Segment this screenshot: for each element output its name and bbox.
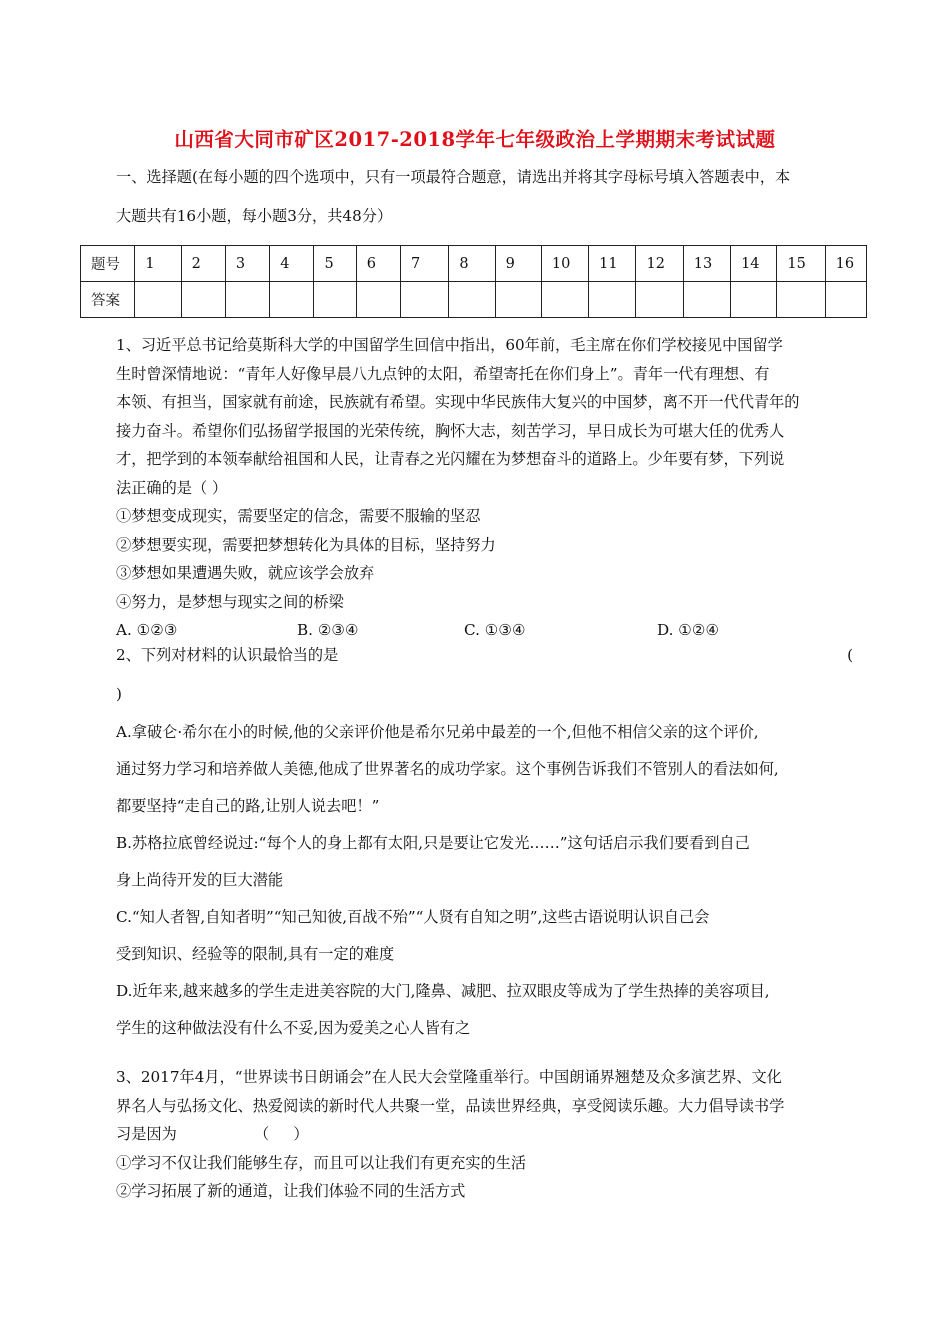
question-1-statement: ①梦想变成现实，需要坚定的信念，需要不服输的坚忍 — [116, 507, 481, 525]
answer-cell[interactable] — [401, 282, 449, 318]
answer-cell[interactable] — [589, 282, 636, 318]
answer-table-number-row — [81, 246, 867, 282]
answer-cell[interactable] — [495, 282, 541, 318]
question-3 — [116, 1063, 851, 1206]
question-3-line: 习是因为 （ ） — [116, 1125, 309, 1143]
question-2-paren-row — [116, 680, 851, 709]
answer-cell[interactable] — [181, 282, 225, 318]
question-number-cell: 14 — [731, 246, 777, 282]
answer-cell[interactable] — [225, 282, 269, 318]
question-number-cell: 9 — [495, 246, 541, 282]
answer-cell[interactable] — [135, 282, 181, 318]
question-3-statement: ②学习拓展了新的通道，让我们体验不同的生活方式 — [116, 1182, 466, 1200]
answer-cell[interactable] — [270, 282, 314, 318]
option-c-line: 受到知识、经验等的限制,具有一定的难度 — [116, 945, 395, 963]
question-number-cell: 4 — [270, 246, 314, 282]
question-1-line: 接力奋斗。希望你们弘扬留学报国的光荣传统，胸怀大志，刻苦学习，早日成长为可堪大任的优秀人 — [116, 421, 785, 440]
option-d-line: D.近年来,越来越多的学生走进美容院的大门,隆鼻、减肥、拉双眼皮等成为了学生热捧的美容项目, — [116, 982, 770, 1000]
question-1-line: 1、习近平总书记给莫斯科大学的中国留学生回信中指出，60年前，毛主席在你们学校接见中国留学 — [116, 336, 783, 354]
answer-cell[interactable] — [636, 282, 683, 318]
question-1-statement: ②梦想要实现，需要把梦想转化为具体的目标，坚持努力 — [116, 535, 496, 554]
row-label-answer: 答案 — [81, 282, 135, 318]
question-number-cell: 12 — [636, 246, 683, 282]
question-number-cell: 10 — [541, 246, 588, 282]
question-1-line: 法正确的是（ ） — [116, 478, 228, 497]
section-instruction-line1: 一、选择题(在每小题的四个选项中，只有一项最符合题意，请选出并将其字母标号填入答题表中，本 — [116, 168, 791, 186]
answer-cell[interactable] — [449, 282, 495, 318]
question-number-cell: 6 — [356, 246, 400, 282]
question-number-cell: 3 — [225, 246, 269, 282]
option-d-line: 学生的这种做法没有什么不妥,因为爱美之心人皆有之 — [116, 1019, 471, 1037]
answer-paren-open: ( — [847, 646, 853, 664]
answer-cell[interactable] — [356, 282, 400, 318]
question-number-cell: 1 — [135, 246, 181, 282]
question-2-stem: 2、下列对材料的认识最恰当的是 — [116, 646, 339, 664]
question-2-options — [116, 714, 851, 1047]
row-label-question-number: 题号 — [81, 246, 135, 282]
question-1-line: 本领、有担当，国家就有前途，民族就有希望。实现中华民族伟大复兴的中国梦，离不开一代代青年的 — [116, 393, 800, 411]
option-a-line: 都要坚持“走自己的路,让别人说去吧！” — [116, 797, 380, 815]
option-a-line: 通过努力学习和培养做人美德,他成了世界著名的成功学家。这个事例告诉我们不管别人的看法如何, — [116, 760, 779, 778]
question-2-stem-row — [116, 641, 851, 670]
page-title: 山西省大同市矿区2017-2018学年七年级政治上学期期末考试试题 — [174, 128, 776, 151]
answer-cell[interactable] — [777, 282, 825, 318]
question-1-line: 才，把学到的本领奉献给祖国和人民，让青春之光闪耀在为梦想奋斗的道路上。少年要有梦，下列说 — [116, 450, 785, 468]
section-instruction-line2: 大题共有16小题，每小题3分，共48分） — [116, 207, 393, 225]
answer-cell[interactable] — [683, 282, 730, 318]
answer-cell[interactable] — [731, 282, 777, 318]
question-number-cell: 13 — [683, 246, 730, 282]
question-number-cell: 5 — [314, 246, 356, 282]
question-1-statement: ④努力，是梦想与现实之间的桥梁 — [116, 592, 344, 611]
answer-table-answer-row — [81, 282, 867, 318]
question-number-cell: 16 — [825, 246, 866, 282]
option-c-line: C.“知人者智,自知者明”“知己知彼,百战不殆”“人贤有自知之明”,这些古语说明认识自己会 — [116, 908, 710, 926]
option-a[interactable]: A. ①②③ — [116, 621, 178, 639]
question-1-line: 生时曾深情地说：“青年人好像早晨八九点钟的太阳，希望寄托在你们身上”。青年一代有理想、有 — [116, 364, 770, 383]
option-b-line: B.苏格拉底曾经说过:“每个人的身上都有太阳,只是要让它发光……”这句话启示我们要看到自己 — [116, 834, 750, 852]
option-b[interactable]: B. ②③④ — [297, 621, 359, 639]
question-number-cell: 15 — [777, 246, 825, 282]
option-a-line: A.拿破仑·希尔在小的时候,他的父亲评价他是希尔兄弟中最差的一个,但他不相信父亲的这个评价, — [116, 723, 759, 741]
option-b-line: 身上尚待开发的巨大潜能 — [116, 871, 284, 889]
question-number-cell: 8 — [449, 246, 495, 282]
question-3-line: 界名人与弘扬文化、热爱阅读的新时代人共聚一堂，品读世界经典，享受阅读乐趣。大力倡导读书学 — [116, 1096, 785, 1115]
question-1-statement: ③梦想如果遭遇失败，就应该学会放弃 — [116, 564, 375, 582]
question-number-cell: 7 — [401, 246, 449, 282]
answer-cell[interactable] — [825, 282, 866, 318]
answer-paren-close: ) — [116, 685, 122, 703]
question-number-cell: 2 — [181, 246, 225, 282]
option-c[interactable]: C. ①③④ — [464, 621, 526, 639]
question-3-line: 3、2017年4月，“世界读书日朗诵会”在人民大会堂隆重举行。中国朗诵界翘楚及众多演艺界、文化 — [116, 1068, 782, 1086]
question-3-statement: ①学习不仅让我们能够生存，而且可以让我们有更充实的生活 — [116, 1153, 527, 1172]
answer-cell[interactable] — [314, 282, 356, 318]
option-d[interactable]: D. ①②④ — [657, 621, 720, 639]
question-1 — [116, 331, 851, 645]
answer-table — [80, 245, 867, 318]
question-number-cell: 11 — [589, 246, 636, 282]
answer-cell[interactable] — [541, 282, 588, 318]
